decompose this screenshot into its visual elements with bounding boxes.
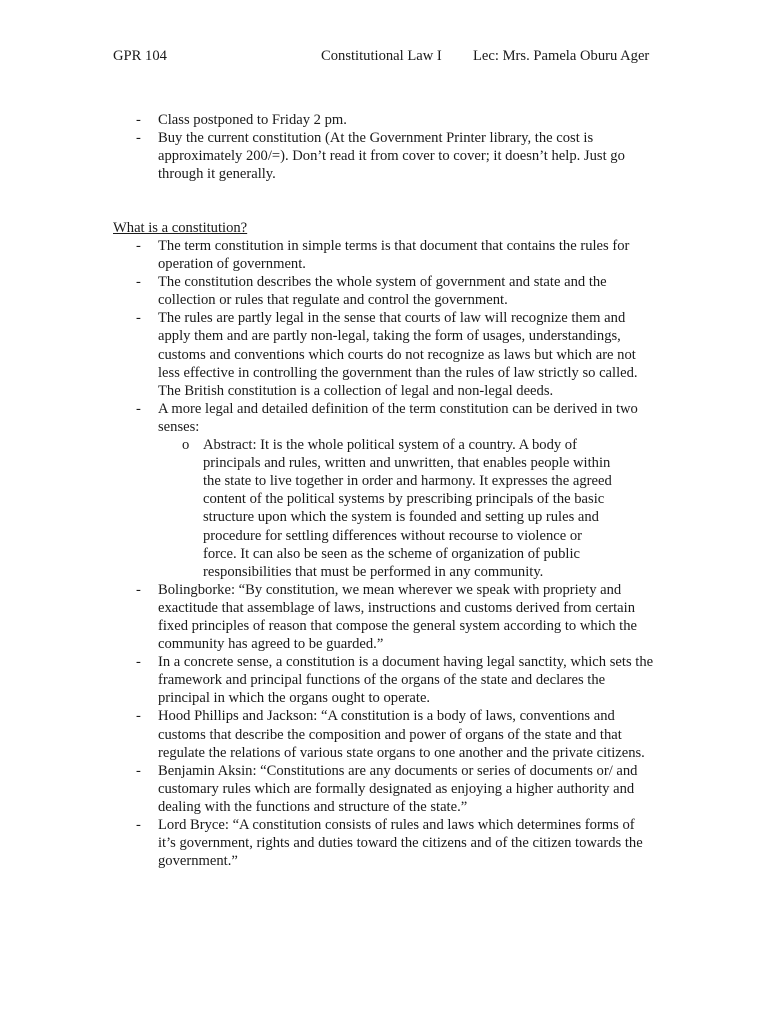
dash-bullet: - xyxy=(136,310,141,327)
definition-text: The term constitution in simple terms is that document that contains the rules for operation of government. xyxy=(158,238,630,273)
notice-item xyxy=(0,129,655,183)
definition-item xyxy=(0,309,655,399)
definition-text: Lord Bryce: “A constitution consists of rules and laws which determines forms of it’s government, rights and duties toward the citizens and of the citizen towards the government.” xyxy=(158,817,643,870)
course-title: Constitutional Law I xyxy=(321,48,442,64)
definition-text: Benjamin Aksin: “Constitutions are any documents or series of documents or/ and customary rules which are formally designated as enjoying a higher authority and dealing with the functions and structure of the state.” xyxy=(158,762,638,815)
definition-item xyxy=(0,653,655,707)
dash-bullet: - xyxy=(136,238,141,254)
notice-text: Buy the current constitution (At the Government Printer library, the cost is approximately 200/=). Don’t read it from cover to cover; it doesn’t help. Just go through it generally. xyxy=(158,130,625,183)
course-code: GPR 104 xyxy=(113,48,167,64)
lecturer-name: Lec: Mrs. Pamela Oburu Ager xyxy=(473,48,650,64)
notice-text: Class postponed to Friday 2 pm. xyxy=(158,112,347,128)
definition-text: The rules are partly legal in the sense that courts of law will recognize them and apply them and are partly non-legal, taking the form of usages, understandings, customs and conventions which courts do not recognize as laws but which are not less effective in controlling the government than the rules of law strictly so called. The British constitution is a collection of legal and non-legal deeds. xyxy=(158,310,638,399)
notice-list xyxy=(0,111,655,183)
definition-item xyxy=(0,237,655,273)
definition-text: Bolingborke: “By constitution, we mean wherever we speak with propriety and exactitude that assemblage of laws, instructions and customs derived from certain fixed principles of reason that compose the general system according to which the community has agreed to be guarded.” xyxy=(158,581,638,653)
dash-bullet: - xyxy=(136,130,141,147)
dash-bullet: - xyxy=(136,274,141,291)
definition-text: A more legal and detailed definition of the term constitution can be derived in two senses: xyxy=(158,400,638,435)
sub-item xyxy=(158,436,613,581)
definition-item xyxy=(0,581,655,653)
dash-bullet: - xyxy=(136,654,141,671)
definition-list xyxy=(0,237,655,870)
sub-list xyxy=(158,436,655,581)
definition-text: Hood Phillips and Jackson: “A constitution is a body of laws, conventions and customs that describe the composition and power of organs of the state and that regulate the relations of various state organs to one another and the private citizens. xyxy=(158,708,645,761)
dash-bullet: - xyxy=(136,400,141,417)
dash-bullet: - xyxy=(136,708,141,725)
definition-item xyxy=(0,273,655,309)
dash-bullet: - xyxy=(136,817,141,833)
notice-item xyxy=(0,111,655,129)
dash-bullet: - xyxy=(136,581,141,598)
sub-item-text: Abstract: It is the whole political system of a country. A body of principals and rules, written and unwritten, that enables people within the state to live together in order and harmony. It expresses the agreed content of the political systems by prescribing principals of the basic structure upon which the system is founded and setting up rules and procedure for settling differences without recourse to violence or force. It can also be seen as the scheme of organization of public responsibilities that must be performed in any community. xyxy=(203,437,612,580)
dash-bullet: - xyxy=(136,762,141,779)
section-heading: What is a constitution? xyxy=(113,220,248,236)
dash-bullet: - xyxy=(136,112,141,128)
definition-item xyxy=(0,707,655,761)
definition-text: In a concrete sense, a constitution is a document having legal sanctity, which sets the framework and principal functions of the organs of the state and declares the principal in which the organs ought to operate. xyxy=(158,654,654,707)
page-header xyxy=(113,47,658,67)
circle-bullet-icon: o xyxy=(182,437,190,454)
definition-text: The constitution describes the whole system of government and state and the collection or rules that regulate and control the government. xyxy=(158,274,607,309)
definition-item xyxy=(0,816,655,870)
definition-item xyxy=(0,762,655,816)
definition-item xyxy=(0,400,655,581)
